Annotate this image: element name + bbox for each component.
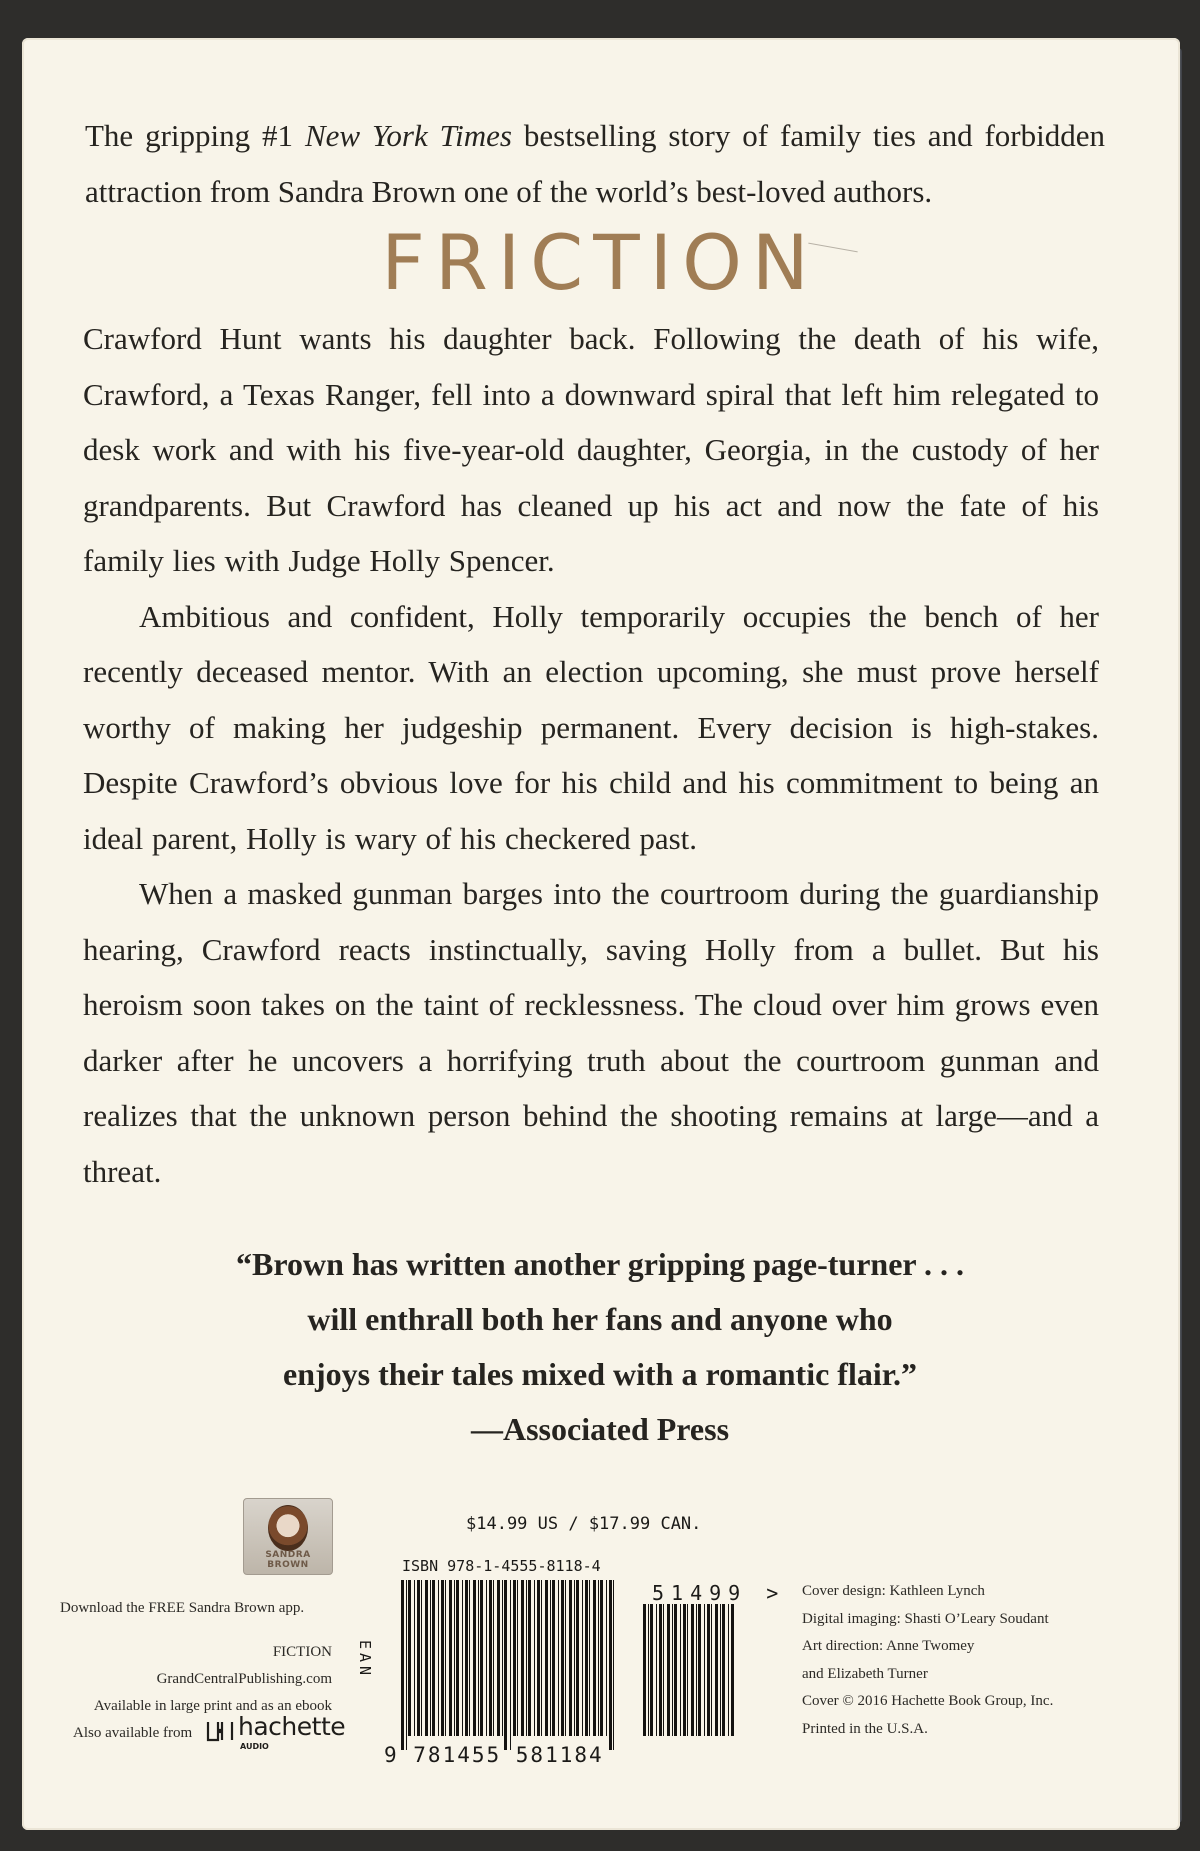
review-quote bbox=[60, 1237, 1140, 1457]
barcode-bar bbox=[521, 1580, 524, 1736]
barcode-bar bbox=[478, 1580, 479, 1736]
barcode-bar bbox=[698, 1604, 701, 1736]
barcode-bar bbox=[565, 1580, 566, 1736]
barcode-bar bbox=[722, 1604, 725, 1736]
barcode-bar bbox=[430, 1580, 431, 1736]
addon-digits: 51499 > bbox=[652, 1581, 786, 1605]
barcode-bar bbox=[425, 1580, 428, 1736]
isbn-label: ISBN 978-1-4555-8118-4 bbox=[402, 1557, 601, 1575]
price-label: $14.99 US / $17.99 CAN. bbox=[466, 1514, 702, 1534]
barcode-bar bbox=[659, 1604, 662, 1736]
barcode-bar bbox=[493, 1580, 494, 1736]
barcode-bar bbox=[469, 1580, 470, 1736]
barcode-digits: 9 781455 581184 bbox=[384, 1743, 604, 1767]
credit-line: Cover © 2016 Hachette Book Group, Inc. bbox=[802, 1693, 1054, 1709]
barcode-bar bbox=[613, 1580, 614, 1750]
barcode-bar bbox=[576, 1580, 579, 1736]
barcode-bar bbox=[510, 1580, 511, 1750]
barcode-bar bbox=[541, 1580, 542, 1736]
barcode-bar bbox=[528, 1580, 531, 1736]
barcode-bar bbox=[504, 1580, 507, 1750]
barcode-bar bbox=[462, 1580, 463, 1736]
synopsis-paragraph-2: Ambitious and confident, Holly temporarily occupies the bench of her recently deceased mentor. With an election upcoming, she must prove herself worthy of making her judgeship permanent. Every decision is high-stakes. Despite Crawford’s obvious love for his child and his commitment to being an ideal parent, Holly is wary of his checkered past. bbox=[83, 598, 1099, 856]
barcode-bar bbox=[449, 1580, 452, 1736]
hachette-brand: hachette bbox=[238, 1712, 346, 1741]
author-photo bbox=[268, 1505, 308, 1551]
barcode-bar bbox=[643, 1604, 646, 1736]
barcode-bar bbox=[720, 1604, 721, 1736]
barcode-bar bbox=[569, 1580, 572, 1736]
barcode-bar bbox=[465, 1580, 468, 1736]
isbn-barcode bbox=[401, 1580, 617, 1750]
quote-line-1: “Brown has written another gripping page-turner . . . bbox=[235, 1246, 965, 1282]
barcode-bar bbox=[663, 1604, 664, 1736]
app-download-text: Download the FREE Sandra Brown app. bbox=[60, 1600, 305, 1616]
quote-line-2: will enthrall both her fans and anyone who bbox=[307, 1301, 893, 1337]
barcode-bar bbox=[650, 1604, 653, 1736]
barcode-bar bbox=[598, 1580, 599, 1736]
credit-line: Cover design: Kathleen Lynch bbox=[802, 1583, 985, 1599]
barcode-bar bbox=[438, 1580, 439, 1736]
barcode-bar bbox=[480, 1580, 483, 1736]
barcode-bar bbox=[417, 1580, 420, 1736]
barcode-bar bbox=[454, 1580, 455, 1736]
barcode-bar bbox=[517, 1580, 518, 1736]
publisher-website: GrandCentralPublishing.com bbox=[156, 1671, 332, 1687]
tagline-rest: bestselling story of family ties and forbidden attraction from Sandra Brown one of the world’s best-loved authors. bbox=[85, 118, 1105, 209]
quote-line-3: enjoys their tales mixed with a romantic flair.” bbox=[282, 1356, 917, 1392]
author-app-icon bbox=[243, 1498, 333, 1575]
synopsis-paragraph-3: When a masked gunman barges into the courtroom during the guardianship hearing, Crawford reacts instinctually, saving Holly from a bullet. But his heroism soon takes on the taint of recklessness. The cloud over him grows even darker after he uncovers a horrifying truth about the courtroom gunman and realizes that the unknown person behind the shooting remains at large—and a threat. bbox=[83, 876, 1099, 1189]
cover-credits bbox=[802, 1578, 1102, 1743]
barcode-bar bbox=[582, 1580, 583, 1736]
price-addon-barcode bbox=[643, 1604, 736, 1750]
barcode-bar bbox=[683, 1604, 686, 1736]
barcode-bar bbox=[656, 1604, 657, 1736]
barcode-bar bbox=[600, 1580, 603, 1736]
barcode-bar bbox=[537, 1580, 540, 1736]
hachette-audio-label: AUDIO bbox=[240, 1742, 269, 1751]
barcode-bar bbox=[680, 1604, 681, 1736]
barcode-bar bbox=[672, 1604, 673, 1736]
quote-attribution: —Associated Press bbox=[470, 1411, 730, 1447]
barcode-bar bbox=[667, 1604, 670, 1736]
barcode-bar bbox=[585, 1580, 588, 1736]
barcode-bar bbox=[414, 1580, 415, 1736]
barcode-bar bbox=[674, 1604, 677, 1736]
barcode-bar bbox=[589, 1580, 590, 1736]
barcode-bar bbox=[486, 1580, 487, 1736]
synopsis-paragraph-1: Crawford Hunt wants his daughter back. Following the death of his wife, Crawford, a Texas Ranger, fell into a downward spiral that left him relegated to desk work and with his five-year-old daughter, Georgia, in the custody of her grandparents. But Crawford has cleaned up his act and now the fate of his family lies with Judge Holly Spencer. bbox=[83, 321, 1099, 578]
barcode-bar bbox=[497, 1580, 500, 1736]
barcode-bar bbox=[728, 1604, 729, 1736]
barcode-bar bbox=[696, 1604, 697, 1736]
credit-line: Art direction: Anne Twomey bbox=[802, 1638, 975, 1654]
barcode-bar bbox=[441, 1580, 444, 1736]
barcode-bar bbox=[707, 1604, 710, 1736]
synopsis bbox=[83, 311, 1099, 1199]
credit-line: Printed in the U.S.A. bbox=[802, 1720, 928, 1737]
barcode-bar bbox=[401, 1580, 404, 1750]
barcode-bar bbox=[456, 1580, 459, 1736]
tagline-lead: The gripping #1 bbox=[85, 118, 305, 153]
barcode-bar bbox=[513, 1580, 516, 1736]
book-title: FRICTION bbox=[381, 218, 819, 307]
barcode-bar bbox=[574, 1580, 575, 1736]
genre-label: FICTION bbox=[272, 1644, 332, 1660]
barcode-bar bbox=[715, 1604, 718, 1736]
barcode-bar bbox=[648, 1604, 649, 1736]
barcode-bar bbox=[731, 1604, 734, 1736]
barcode-bar bbox=[408, 1580, 411, 1736]
barcode-bar bbox=[606, 1580, 607, 1736]
ean-label: EAN bbox=[356, 1640, 374, 1680]
barcode-bar bbox=[421, 1580, 422, 1736]
tagline-newspaper: New York Times bbox=[304, 118, 512, 153]
barcode-bar bbox=[691, 1604, 694, 1736]
barcode-bar bbox=[550, 1580, 551, 1736]
barcode-bar bbox=[561, 1580, 564, 1736]
barcode-bar bbox=[552, 1580, 555, 1736]
barcode-bar bbox=[545, 1580, 548, 1736]
barcode-bar bbox=[704, 1604, 705, 1736]
barcode-bar bbox=[489, 1580, 492, 1736]
barcode-bar bbox=[406, 1580, 407, 1750]
barcode-bar bbox=[534, 1580, 535, 1736]
barcode-bar bbox=[473, 1580, 476, 1736]
barcode-bar bbox=[609, 1580, 612, 1750]
barcode-bar bbox=[526, 1580, 527, 1736]
barcode-bar bbox=[687, 1604, 688, 1736]
also-available-label: Also available from bbox=[73, 1725, 193, 1741]
barcode-bar bbox=[593, 1580, 596, 1736]
barcode-bar bbox=[432, 1580, 435, 1736]
barcode-bar bbox=[445, 1580, 446, 1736]
barcode-bar bbox=[558, 1580, 559, 1736]
hachette-logo-icon bbox=[206, 1718, 234, 1744]
credit-line: Digital imaging: Shasti O’Leary Soudant bbox=[802, 1610, 1049, 1627]
credit-line: and Elizabeth Turner bbox=[802, 1665, 928, 1682]
barcode-bar bbox=[711, 1604, 712, 1736]
tagline bbox=[85, 108, 1105, 220]
availability-note: Available in large print and as an ebook bbox=[93, 1698, 332, 1714]
barcode-bar bbox=[502, 1580, 503, 1736]
app-icon-label: SANDRA BROWN bbox=[265, 1550, 311, 1570]
